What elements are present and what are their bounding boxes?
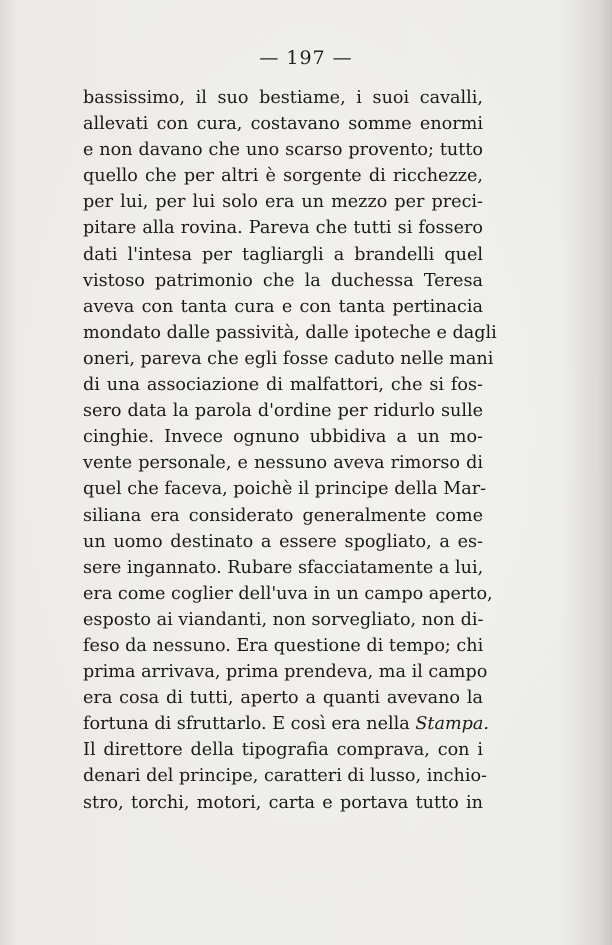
text-line: cinghie. Invece ognuno ubbidiva a un mo- bbox=[83, 427, 483, 448]
text-line-with-italic bbox=[83, 711, 489, 737]
text-line: bassissimo, il suo bestiame, i suoi cavalli, bbox=[83, 88, 483, 108]
text-line: quello che per altri è sorgente di ricchezze, bbox=[83, 166, 483, 187]
text-line: feso da nessuno. Era questione di tempo; chi bbox=[83, 635, 484, 656]
italic-title: Stampa. bbox=[415, 714, 489, 735]
text-line: di una associazione di malfattori, che si fos- bbox=[83, 375, 483, 396]
body-text bbox=[83, 85, 497, 816]
text-line: per lui, per lui solo era un mezzo per preci- bbox=[83, 192, 483, 213]
text-line: sero data la parola d'ordine per ridurlo sulle bbox=[83, 401, 483, 422]
text-line: mondato dalle passività, dalle ipoteche e dagli bbox=[83, 322, 497, 343]
text-line: denari del principe, caratteri di lusso, inchio- bbox=[83, 766, 487, 787]
text-line: sere ingannato. Rubare sfacciatamente a lui, bbox=[83, 557, 484, 578]
text-line: vistoso patrimonio che la duchessa Teresa bbox=[83, 270, 483, 291]
text-line: un uomo destinato a essere spogliato, a es- bbox=[83, 531, 483, 552]
text-line: era come coglier dell'uva in un campo aperto, bbox=[83, 583, 493, 604]
text-line: aveva con tanta cura e con tanta pertinacia bbox=[83, 296, 483, 317]
text-line: allevati con cura, costavano somme enormi bbox=[83, 114, 483, 135]
text-line: Il direttore della tipografia comprava, con i bbox=[83, 740, 483, 761]
text-line-lead: fortuna di sfruttarlo. E così era nella bbox=[83, 714, 410, 735]
text-line: quel che faceva, poichè il principe della Mar- bbox=[83, 479, 487, 500]
text-line: oneri, pareva che egli fosse caduto nelle mani bbox=[83, 348, 494, 369]
text-line: esposto ai viandanti, non sorvegliato, non di- bbox=[83, 609, 484, 630]
text-line: pitare alla rovina. Pareva che tutti si fossero bbox=[83, 218, 483, 239]
text-line: dati l'intesa per tagliargli a brandelli quel bbox=[83, 244, 483, 265]
text-line: stro, torchi, motori, carta e portava tutto in bbox=[83, 792, 483, 813]
text-line: siliana era considerato generalmente come bbox=[83, 505, 483, 526]
text-line: e non davano che uno scarso provento; tutto bbox=[83, 140, 483, 161]
text-line: prima arrivava, prima prendeva, ma il campo bbox=[83, 662, 488, 683]
page-number: — 197 — bbox=[259, 47, 353, 69]
text-line: era cosa di tutti, aperto a quanti avevano la bbox=[83, 688, 483, 709]
text-line: vente personale, e nessuno aveva rimorso di bbox=[83, 453, 483, 474]
